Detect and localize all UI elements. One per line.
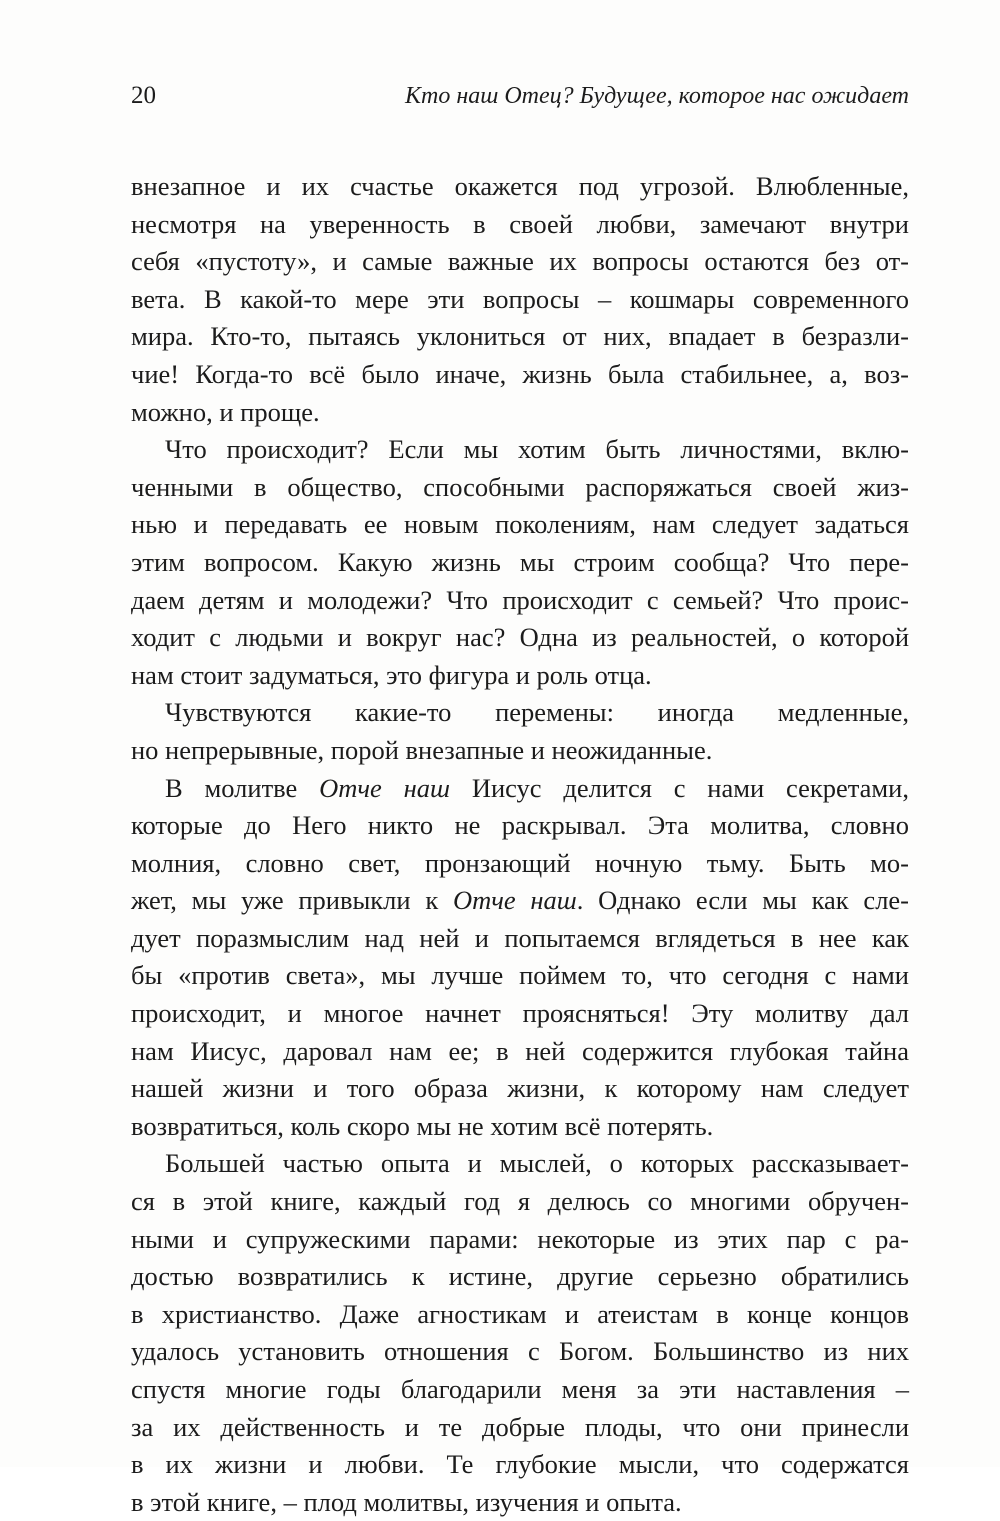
text-line: достью возвратились к истине, другие серьезно обратились xyxy=(131,1261,909,1292)
text-line: ченными в общество, способными распоряжаться своей жиз- xyxy=(131,471,909,502)
text-line: возвратиться, коль скоро мы не хотим всё потерять. xyxy=(131,1110,714,1141)
text-line: Большей частью опыта и мыслей, о которых рассказывает- xyxy=(165,1148,909,1179)
text-line: Что происходит? Если мы хотим быть личностями, вклю- xyxy=(165,434,909,465)
text-line: бы «против света», мы лучше поймем то, что сегодня с нами xyxy=(131,960,909,991)
text-line: за их действенность и те добрые плоды, что они принесли xyxy=(131,1411,909,1442)
text-line: вета. В какой-то мере эти вопросы – кошмары современного xyxy=(131,283,909,314)
text-line: чие! Когда-то всё было иначе, жизнь была стабильнее, а, воз- xyxy=(131,358,909,389)
text-line: спустя многие годы благодарили меня за эти наставления – xyxy=(131,1374,909,1404)
text-line: этим вопросом. Какую жизнь мы строим сообща? Что пере- xyxy=(131,546,909,577)
text-line: можно, и проще. xyxy=(131,396,320,427)
text-line: несмотря на уверенность в своей любви, замечают внутри xyxy=(131,208,909,239)
prayer-title: Отче наш xyxy=(319,772,450,803)
text-line: ходит с людьми и вокруг нас? Одна из реальностей, о которой xyxy=(131,622,909,653)
text-line: молния, словно свет, пронзающий ночную тьму. Быть мо- xyxy=(131,847,909,878)
text-line: дует поразмыслим над ней и попытаемся вглядеться в нее как xyxy=(131,922,909,953)
text-line: нам Иисус, даровал нам ее; в ней содержится глубокая тайна xyxy=(131,1035,909,1066)
text-segment: . Однако если мы как сле- xyxy=(576,885,909,916)
text-line: в христианство. Даже агностикам и атеистам в конце концов xyxy=(131,1298,909,1329)
text-line: в этой книге, – плод молитвы, изучения и опыта. xyxy=(131,1486,682,1517)
paragraph xyxy=(131,431,909,694)
prayer-title: Отче наш xyxy=(452,885,577,916)
text-line: мира. Кто-то, пытаясь уклониться от них, впадает в безразли- xyxy=(131,321,909,352)
text-segment: Иисус делится с нами секретами, xyxy=(450,772,909,803)
text-line: нам стоит задуматься, это фигура и роль отца. xyxy=(131,659,652,690)
text-line xyxy=(131,882,909,920)
text-line: себя «пустоту», и самые важные их вопросы остаются без от- xyxy=(131,246,909,277)
text-segment: жет, мы уже привыкли к xyxy=(131,885,453,916)
text-line: внезапное и их счастье окажется под угрозой. Влюбленные, xyxy=(131,171,909,201)
text-segment: В молитве xyxy=(165,772,320,803)
text-line: но непрерывные, порой внезапные и неожиданные. xyxy=(131,734,713,765)
text-line xyxy=(131,770,909,808)
paragraph xyxy=(131,1145,909,1521)
text-line: нью и передавать ее новым поколениям, нам следует задаться xyxy=(131,509,909,540)
body-text xyxy=(131,168,909,1521)
text-line: которые до Него никто не раскрывал. Эта молитва, словно xyxy=(131,810,909,841)
paragraph xyxy=(131,694,909,769)
text-line: нашей жизни и того образа жизни, к которому нам следует xyxy=(131,1073,909,1104)
text-line: в их жизни и любви. Те глубокие мысли, что содержатся xyxy=(131,1449,909,1480)
running-title: Кто наш Отец? Будущее, которое нас ожидает xyxy=(405,83,909,109)
text-line: ся в этой книге, каждый год я делюсь со многими обручен- xyxy=(131,1186,909,1217)
text-line: происходит, и многое начнет проясняться! Эту молитву дал xyxy=(131,998,909,1029)
text-line: удалось установить отношения с Богом. Большинство из них xyxy=(131,1336,909,1367)
paragraph xyxy=(131,168,909,431)
text-line: даем детям и молодежи? Что происходит с семьей? Что проис- xyxy=(131,584,909,615)
text-line: ными и супружескими парами: некоторые из этих пар с ра- xyxy=(131,1223,909,1254)
text-line: Чувствуются какие-то перемены: иногда медленные, xyxy=(165,697,909,728)
paragraph xyxy=(131,770,909,1146)
page-header xyxy=(131,80,909,116)
page-number: 20 xyxy=(131,82,156,109)
